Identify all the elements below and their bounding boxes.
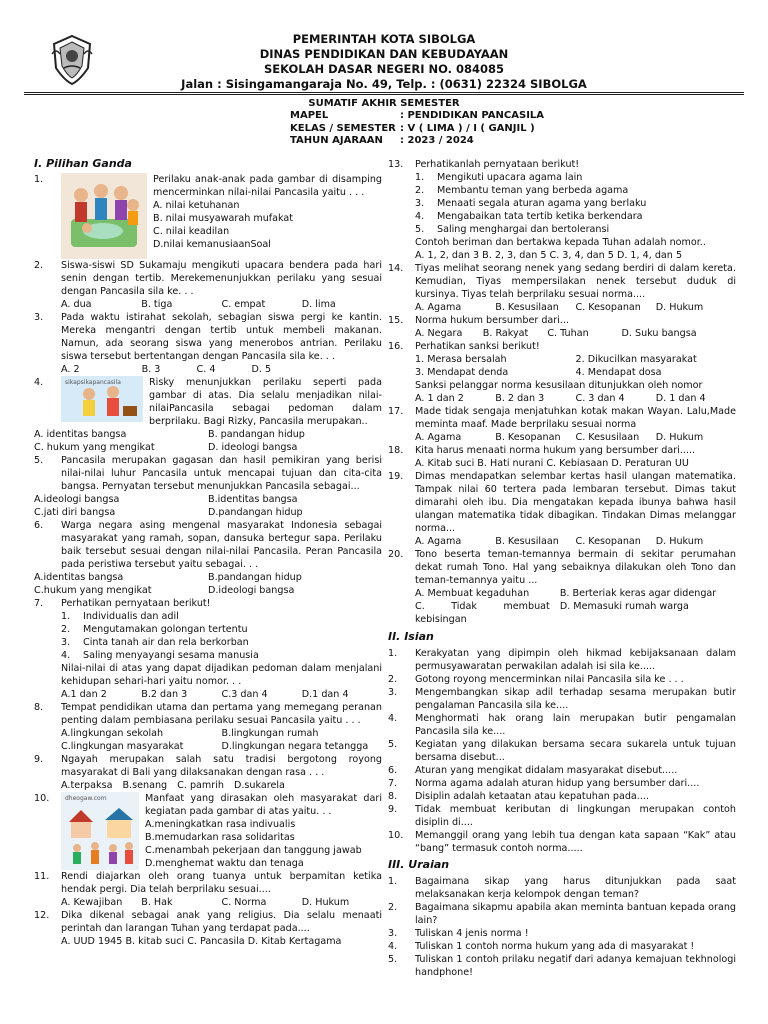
statement-item: 3. Cinta tanah air dan rela berkorban <box>61 637 249 648</box>
uraian-item: 4. Tuliskan 1 contoh norma hukum yang ada di masyarakat ! <box>388 941 695 952</box>
option-a[interactable]: A. 1 dan 2 <box>415 393 464 404</box>
sanction-item: 2. Dikucilkan masyarakat <box>575 354 697 365</box>
header-rule <box>24 92 744 93</box>
option-d[interactable]: D. Hukum <box>301 897 350 908</box>
uraian-item: 2. Bagaimana sikapmu apabila akan meminta bantuan kepada orang lain? <box>388 902 736 926</box>
statement-item: 3. Menaati segala aturan agama yang berlaku <box>415 198 647 209</box>
option-a[interactable]: A. Negara <box>415 328 463 339</box>
option-c[interactable]: C. hukum yang mengikat <box>34 442 155 453</box>
question-text: Manfaat yang dirasakan oleh masyarakat dari kegiatan pada gambar di atas yaitu. . . <box>145 793 382 817</box>
question-13 <box>388 158 736 262</box>
option-a[interactable]: A. Agama <box>415 536 462 547</box>
meta-value: : PENDIDIKAN PANCASILA <box>400 110 545 121</box>
option-c[interactable]: C.lingkungan masyarakat <box>61 741 184 752</box>
option-d[interactable]: D. Hukum <box>655 302 704 313</box>
question-number: 2. <box>34 260 44 271</box>
option-a[interactable]: A. dua <box>61 299 92 310</box>
question-number: 18. <box>388 445 404 456</box>
statement-item: 2. Membantu teman yang berbeda agama <box>415 185 629 196</box>
meta-value: : V ( LIMA ) / I ( GANJIL ) <box>400 122 535 134</box>
statement-item: 1. Individualis dan adil <box>61 611 179 622</box>
letterhead-line-1: PEMERINTAH KOTA SIBOLGA <box>292 32 476 46</box>
question-5 <box>34 454 382 519</box>
exam-meta <box>290 110 544 148</box>
isian-item: 6. Aturan yang mengikat didalam masyarakat disebut..... <box>388 765 678 776</box>
header-rule-2 <box>24 94 744 95</box>
question-text: Warga negara asing mengenal masyarakat Indonesia sebagai masyarakat yang ramah, sopan, dansuka bertegur sapa. Perilaku baik tersebut sesuai dengan nilai-nilai Pancasila. Peran Pancasila pada peristiwa tersebut yaitu sebagai. . . <box>61 520 382 570</box>
option-b[interactable]: B.senang <box>122 780 168 791</box>
option-d[interactable]: D. Memasuki rumah warga <box>559 601 689 612</box>
question-text: Perilaku anak-anak pada gambar di disamping mencerminkan nilai-nilai Pancasila yaitu . . . <box>153 174 382 198</box>
question-11 <box>34 870 382 909</box>
question-number: 16. <box>388 341 404 352</box>
question-number: 7. <box>34 598 44 609</box>
question-text: Made tidak sengaja menjatuhkan kotak makan Wayan. Lalu,Made meminta maaf. Made berprilaku sesuai norma <box>415 406 736 430</box>
option-b[interactable]: B. pandangan hidup <box>208 429 305 440</box>
options-line[interactable]: A. Kitab suci B. Hati nurani C. Kebiasaan D. Peraturan UU <box>415 458 689 469</box>
question-text: Kita harus menaati norma hukum yang bersumber dari..... <box>415 445 696 456</box>
option-a[interactable]: A.ideologi bangsa <box>34 494 120 505</box>
option-c[interactable]: C. 4 <box>196 364 216 375</box>
question-number: 13. <box>388 159 404 170</box>
option-c[interactable]: C. 3 dan 4 <box>575 393 625 404</box>
question-text: Dika dikenal sebagai anak yang religius. Dia selalu menaati perintah dan larangan Tuhan yang terdapat pada.... <box>61 910 382 934</box>
section-uraian: III. Uraian <box>388 858 450 871</box>
option-a[interactable]: A. Agama <box>415 302 462 313</box>
question-3 <box>34 311 382 376</box>
option-a[interactable]: A. identitas bangsa <box>34 429 127 440</box>
question-text: Pancasila merupakan gagasan dan hasil pemikiran yang berisi nilai-nilai luhur Pancasila untuk mencapai tujuan dan cita-cita bangsa. Pernyatan tersebut menunjukkan Pancasila sebagai... <box>61 455 382 492</box>
option-b[interactable]: B.pandangan hidup <box>208 572 302 583</box>
option-c[interactable]: C. Kesusilaan <box>575 432 640 443</box>
question-16 <box>388 340 736 405</box>
question-17 <box>388 405 736 444</box>
question-text: Perhatikanlah pernyataan berikut! <box>415 159 580 170</box>
statement-item: 4. Mengabaikan tata tertib ketika berkendara <box>415 211 643 222</box>
option-a[interactable]: A.identitas bangsa <box>34 572 124 583</box>
option-c[interactable]: C. pamrih <box>177 780 224 791</box>
question-number: 4. <box>34 377 44 388</box>
option-a[interactable]: A.lingkungan sekolah <box>61 728 164 739</box>
uraian-item: 3. Tuliskan 4 jenis norma ! <box>388 928 529 939</box>
isian-item: 3. Mengembangkan sikap adil terhadap sesama merupakan butir pengalaman Pancasila sila ke.... <box>388 687 736 711</box>
option-b[interactable]: B.2 dan 3 <box>141 689 188 700</box>
option-b[interactable]: B. Kesusilaan <box>495 302 559 313</box>
option-d[interactable]: D.menghemat waktu dan tenaga <box>145 858 304 869</box>
option-a[interactable]: A. Agama <box>415 432 462 443</box>
question-number: 19. <box>388 471 404 482</box>
uraian-item: 5. Tuliskan 1 contoh prilaku negatif dari adanya kemajuan tekhnologi handphone! <box>388 954 736 978</box>
question-7 <box>34 597 382 701</box>
question-followup: Nilai-nilai di atas yang dapat dijadikan pedoman dalam menjalani kehidupan sehari-hari yaitu nomor. . . <box>61 663 382 687</box>
question-20 <box>388 548 736 626</box>
gotong-royong-illustration-icon <box>61 792 139 870</box>
question-text: Perhatikan sanksi berikut! <box>415 341 540 352</box>
letterhead-line-2: DINAS PENDIDIKAN DAN KEBUDAYAAN <box>259 47 509 61</box>
option-a[interactable]: A. 2 <box>61 364 80 375</box>
statement-item: 4. Saling menyayangi sesama manusia <box>61 650 259 661</box>
question-text: Tempat pendidikan utama dan pertama yang memegang peranan penting dalam pembiasana perilaku sesuai Pancasila yaitu . . . <box>61 702 382 726</box>
question-15 <box>388 314 736 340</box>
question-1 <box>34 173 382 259</box>
option-b[interactable]: B. 3 <box>141 364 161 375</box>
question-2 <box>34 259 382 311</box>
question-text: Tono beserta teman-temannya bermain di sekitar perumahan dekat rumah Tono. Hal yang sebaiknya dilakukan oleh Tono dan teman-temannya yaitu ... <box>415 549 736 586</box>
question-text: Risky menunjukkan perilaku seperti pada gambar di atas. Dia selalu menjadikan nilai-nilaiPancasila sebagai pedoman dalam berprilaku. Bagi Rizky, Pancasila merupakan.. <box>149 377 382 427</box>
question-12 <box>34 909 382 948</box>
letterhead-address: Jalan : Sisingamangaraja No. 49, Telp. : (0631) 22324 SIBOLGA <box>181 77 587 91</box>
isian-item: 5. Kegiatan yang dilakukan bersama secara sukarela untuk tujuan bersama disebut... <box>388 739 736 763</box>
option-b[interactable]: B. Hak <box>141 897 173 908</box>
option-b[interactable]: B.lingkungan rumah <box>221 728 319 739</box>
options-line[interactable]: A. UUD 1945 B. kitab suci C. Pancasila D. Kitab Kertagama <box>61 936 342 947</box>
exam-title: SUMATIF AKHIR SEMESTER <box>308 98 460 109</box>
question-number: 6. <box>34 520 44 531</box>
option-d[interactable]: D.sukarela <box>233 780 285 791</box>
option-b[interactable]: B. Kesopanan <box>495 432 561 443</box>
options-line[interactable]: A. 1, 2, dan 3 B. 2, 3, dan 5 C. 3, 4, dan 5 D. 1, 4, dan 5 <box>415 250 683 261</box>
option-d[interactable]: D.1 dan 4 <box>301 689 349 700</box>
option-d[interactable]: D. ideologi bangsa <box>208 442 298 453</box>
option-d[interactable]: D.lingkungan negara tetangga <box>221 741 369 752</box>
option-c[interactable]: C.hukum yang mengikat <box>34 585 152 596</box>
isian-item: 10. Memanggil orang yang lebih tua dengan kata sapaan “Kak” atau “bang” termasuk contoh norma..... <box>388 830 736 854</box>
sanction-item: 3. Mendapat denda <box>415 367 509 378</box>
isian-item: 9. Tidak membuat keributan di lingkungan merupakan contoh disiplin di.... <box>388 804 736 828</box>
option-c[interactable]: C.3 dan 4 <box>221 689 268 700</box>
left-column <box>34 157 382 948</box>
option-b[interactable]: B. Rakyat <box>482 328 529 339</box>
question-number: 9. <box>34 754 44 765</box>
option-b[interactable]: B. tiga <box>141 299 173 310</box>
option-d[interactable]: D. Suku bangsa <box>621 328 697 339</box>
option-a[interactable]: A.1 dan 2 <box>61 689 107 700</box>
option-c[interactable]: C. Tidak membuat kebisingan <box>415 601 550 625</box>
isian-item: 7. Norma agama adalah aturan hidup yang bersumber dari.... <box>388 778 700 789</box>
option-a[interactable]: A. nilai ketuhanan <box>153 200 240 211</box>
uraian-item: 1. Bagaimana sikap yang harus ditunjukkan pada saat melaksanakan kerja kelompok dengan teman? <box>388 876 736 900</box>
uraian-list <box>388 875 736 979</box>
right-column <box>388 158 736 979</box>
option-d[interactable]: D. Hukum <box>655 432 704 443</box>
question-text: Norma hukum bersumber dari... <box>415 315 570 326</box>
isian-item: 2. Gotong royong mencerminkan nilai Pancasila sila ke . . . <box>388 674 684 685</box>
sanction-item: 1. Merasa bersalah <box>415 354 507 365</box>
option-c[interactable]: C. nilai keadilan <box>153 226 230 237</box>
option-a[interactable]: A. Membuat kegaduhan <box>415 588 530 599</box>
question-10 <box>34 792 382 870</box>
question-8 <box>34 701 382 753</box>
question-4 <box>34 376 382 454</box>
option-b[interactable]: B. 2 dan 3 <box>495 393 545 404</box>
option-b[interactable]: B. Berteriak keras agar didengar <box>559 588 717 599</box>
question-number: 17. <box>388 406 404 417</box>
option-d[interactable]: D. lima <box>301 299 336 310</box>
meta-key: MAPEL <box>290 110 329 121</box>
isian-item: 4. Menghormati hak orang lain merupakan butir pengamalan Pancasila sila ke.... <box>388 713 736 737</box>
option-a[interactable]: A.terpaksa <box>61 780 113 791</box>
question-number: 12. <box>34 910 50 921</box>
isian-item: 1. Kerakyatan yang dipimpin oleh hikmad kebijaksanaan dalam permusyawaratan perwakilan adalah isi sila ke..... <box>388 648 736 672</box>
statement-item: 2. Mengutamakan golongan tertentu <box>61 624 248 635</box>
question-text: Pada waktu istirahat sekolah, sebagian siswa pergi ke kantin. Mereka mengantri dengan tertib untuk membeli makanan. Namun, ada seorang siswa yang menerobos antrian. Perilaku siswa tersebut bertentangan dengan Pancasila sila ke. . . <box>61 312 382 362</box>
option-b[interactable]: B.identitas bangsa <box>208 494 298 505</box>
option-c[interactable]: C. Norma <box>221 897 267 908</box>
question-text: Ngayah merupakan salah satu tradisi bergotong royong masyarakat di Bali yang dilaksanakan dengan rasa . . . <box>61 754 382 778</box>
question-number: 8. <box>34 702 44 713</box>
option-b[interactable]: B.memudarkan rasa solidaritas <box>145 832 295 843</box>
question-text: Perhatikan pernyataan berikut! <box>61 598 211 609</box>
question-number: 5. <box>34 455 44 466</box>
option-c[interactable]: C.jati diri bangsa <box>34 507 116 518</box>
question-number: 3. <box>34 312 44 323</box>
option-c[interactable]: C.menambah pekerjaan dan tanggung jawab <box>145 845 362 856</box>
question-number: 20. <box>388 549 404 560</box>
question-text: Dimas mendapatkan selembar kertas hasil ulangan matematika. Tampak nilai 60 tertera pada lembaran tersebut. Dimas takut dimarahi oleh ibu. Dia mengatakan kepada ibunya bahwa hasil ulangan matematika tidak dibagikan. Tindakan Dimas melanggar norma... <box>415 471 736 534</box>
section-pilihan-ganda: I. Pilihan Ganda <box>34 157 132 170</box>
option-d[interactable]: D. Hukum <box>655 536 704 547</box>
question-text: Tiyas melihat seorang nenek yang sedang berdiri di dalam kereta. Kemudian, Tiyas mempersilakan nenek tersebut duduk di kursinya. Tiyas telah berprilaku sesuai norma.... <box>415 263 736 300</box>
sanction-item: 4. Mendapat dosa <box>575 367 662 378</box>
meta-key: KELAS / SEMESTER <box>290 122 396 134</box>
statement-item: 5. Saling menghargai dan bertoleransi <box>415 224 610 235</box>
option-c[interactable]: C. Kesopanan <box>575 302 641 313</box>
option-a[interactable]: A.meningkatkan rasa indivualis <box>145 819 296 830</box>
family-illustration-icon <box>61 173 147 259</box>
isian-list <box>388 647 736 855</box>
question-followup: Contoh beriman dan bertakwa kepada Tuhan adalah nomor.. <box>415 237 706 248</box>
question-text: Siswa-siswi SD Sukamaju mengikuti upacara bendera pada hari senin dengan tertib. Merekemenunjukkan perilaku yang sesuai dengan Pancasila sila ke. . . <box>61 260 382 297</box>
question-number: 1. <box>34 174 44 185</box>
option-d[interactable]: D. 1 dan 4 <box>655 393 706 404</box>
question-number: 14. <box>388 263 404 274</box>
option-c[interactable]: C. Kesopanan <box>575 536 641 547</box>
illustration-caption: dheogaw.com <box>65 795 107 802</box>
option-c[interactable]: C. Tuhan <box>547 328 589 339</box>
question-text: Rendi diajarkan oleh orang tuanya untuk berpamitan ketika hendak pergi. Dia telah berprilaku sesuai.... <box>61 871 382 895</box>
question-number: 15. <box>388 315 404 326</box>
option-c[interactable]: C. empat <box>221 299 266 310</box>
question-6 <box>34 519 382 597</box>
illustration-caption: sikapsikapancasila <box>65 379 121 386</box>
question-19 <box>388 470 736 548</box>
question-number: 11. <box>34 871 50 882</box>
meta-value: : 2023 / 2024 <box>400 135 474 146</box>
letterhead-line-3: SEKOLAH DASAR NEGERI NO. 084085 <box>263 62 505 76</box>
option-d[interactable]: D.nilai kemanusiaanSoal <box>153 239 271 250</box>
question-9 <box>34 753 382 792</box>
statement-item: 1. Mengikuti upacara agama lain <box>415 172 583 183</box>
option-b[interactable]: B. Kesusilaan <box>495 536 559 547</box>
question-14 <box>388 262 736 314</box>
helping-illustration-icon <box>61 376 143 422</box>
question-number: 10. <box>34 793 50 804</box>
meta-key: TAHUN AJARAAN <box>290 135 383 146</box>
option-d[interactable]: D.ideologi bangsa <box>208 585 295 596</box>
option-b[interactable]: B. nilai musyawarah mufakat <box>153 213 294 224</box>
section-isian: II. Isian <box>388 630 434 643</box>
question-18 <box>388 444 736 470</box>
option-a[interactable]: A. Kewajiban <box>61 897 123 908</box>
option-d[interactable]: D. 5 <box>251 364 272 375</box>
question-followup: Sanksi pelanggar norma kesusilaan ditunjukkan oleh nomor <box>415 380 703 391</box>
isian-item: 8. Disiplin adalah ketaatan atau kepatuhan pada.... <box>388 791 649 802</box>
option-d[interactable]: D.pandangan hidup <box>208 507 303 518</box>
